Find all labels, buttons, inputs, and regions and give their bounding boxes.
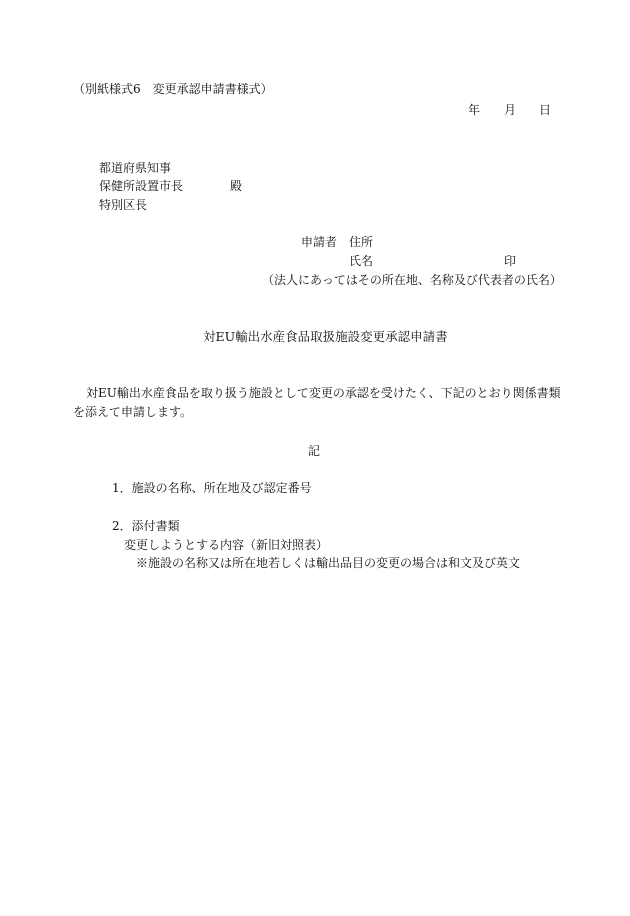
item-2: 2．添付書類 bbox=[112, 519, 180, 533]
date-month: 月 bbox=[504, 103, 517, 117]
applicant-address-label: 住所 bbox=[349, 235, 374, 249]
item-1: 1．施設の名称、所在地及び認定番号 bbox=[112, 481, 312, 495]
document-title: 対EU輸出水産食品取扱施設変更承認申請書 bbox=[203, 329, 448, 344]
body-line-1: 対EU輸出水産食品を取り扱う施設として変更の承認を受けたく、下記のとおり関係書類 bbox=[86, 386, 561, 400]
body-line-2: を添えて申請します。 bbox=[73, 405, 193, 419]
item-2-note: ※施設の名称又は所在地若しくは輸出品目の変更の場合は和文及び英文 bbox=[136, 556, 521, 570]
addressee-honorific: 殿 bbox=[230, 179, 243, 193]
addressee-governor: 都道府県知事 bbox=[99, 161, 172, 175]
addressee-city-mayor: 保健所設置市長 bbox=[99, 179, 184, 193]
item-2-sub: 変更しようとする内容（新旧対照表） bbox=[124, 538, 329, 552]
corporate-note: （法人にあってはその所在地、名称及び代表者の氏名） bbox=[262, 273, 562, 287]
seal-mark: 印 bbox=[504, 254, 517, 268]
date-day: 日 bbox=[539, 103, 552, 117]
ki-heading: 記 bbox=[308, 444, 321, 458]
applicant-label: 申請者 bbox=[301, 235, 338, 249]
form-label: （別紙様式6 変更承認申請書様式） bbox=[73, 82, 273, 96]
addressee-ward-mayor: 特別区長 bbox=[99, 198, 148, 212]
date-year: 年 bbox=[468, 103, 481, 117]
applicant-name-label: 氏名 bbox=[349, 254, 374, 268]
